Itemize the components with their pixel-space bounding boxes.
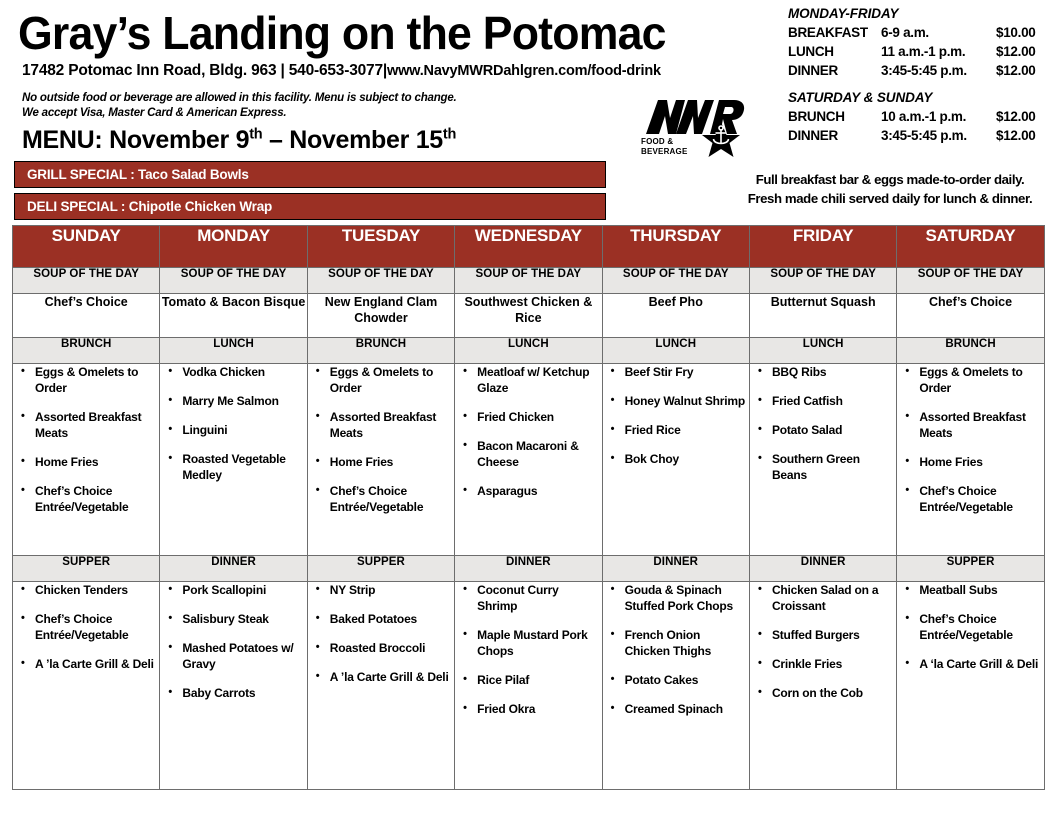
midday-label: LUNCH bbox=[160, 338, 307, 364]
menu-item: • Home Fries bbox=[919, 454, 1041, 470]
midday-label: BRUNCH bbox=[307, 338, 454, 364]
menu-item-list bbox=[603, 364, 749, 467]
evening-label: DINNER bbox=[160, 556, 307, 582]
policy-line-2: We accept Visa, Master Card & American Express. bbox=[22, 107, 287, 119]
evening-label: DINNER bbox=[455, 556, 602, 582]
hours-meal-label: DINNER bbox=[788, 128, 838, 143]
evening-label: SUPPER bbox=[897, 556, 1044, 582]
menu-item: • Fried Okra bbox=[477, 701, 599, 717]
evening-items-cell bbox=[897, 582, 1044, 790]
weekend-hours-heading: SATURDAY & SUNDAY bbox=[788, 90, 933, 105]
menu-item: • NY Strip bbox=[330, 582, 452, 598]
menu-item-list bbox=[455, 582, 601, 717]
hours-time-value: 3:45-5:45 p.m. bbox=[881, 63, 967, 78]
soup-label: SOUP OF THE DAY bbox=[307, 268, 454, 294]
weekend-hours-section bbox=[788, 90, 1050, 145]
policy-note bbox=[22, 91, 457, 121]
menu-item-list bbox=[750, 582, 896, 701]
hours-row bbox=[788, 42, 1050, 61]
evening-label-row bbox=[13, 556, 1045, 582]
menu-item: • Eggs & Omelets to Order bbox=[330, 364, 452, 396]
menu-item: • Assorted Breakfast Meats bbox=[35, 409, 157, 441]
menu-date-sup-start: th bbox=[249, 126, 263, 143]
menu-item: • Rice Pilaf bbox=[477, 672, 599, 688]
policy-line-1: No outside food or beverage are allowed in this facility. Menu is subject to change. bbox=[22, 92, 457, 104]
menu-item: • Asparagus bbox=[477, 483, 599, 499]
menu-item: • Baby Carrots bbox=[182, 685, 304, 701]
restaurant-title: Gray’s Landing on the Potomac bbox=[18, 7, 666, 59]
hours-time-value: 3:45-5:45 p.m. bbox=[881, 128, 967, 143]
grill-special-banner: GRILL SPECIAL : Taco Salad Bowls bbox=[14, 161, 606, 188]
menu-item: • Linguini bbox=[182, 422, 304, 438]
evening-items-cell bbox=[160, 582, 307, 790]
menu-item: • Crinkle Fries bbox=[772, 656, 894, 672]
menu-item: • Home Fries bbox=[330, 454, 452, 470]
menu-item: • Mashed Potatoes w/ Gravy bbox=[182, 640, 304, 672]
hours-meal-label: LUNCH bbox=[788, 44, 834, 59]
menu-date-mid: – November 15 bbox=[262, 126, 443, 154]
menu-item: • Fried Rice bbox=[625, 422, 747, 438]
website-link[interactable]: www.NavyMWRDahlgren.com/food-drink bbox=[387, 63, 661, 79]
day-header-sunday: SUNDAY bbox=[13, 226, 160, 268]
menu-item: • Roasted Broccoli bbox=[330, 640, 452, 656]
mwr-caption-line-2: BEVERAGE bbox=[641, 147, 688, 156]
soup-value: New England Clam Chowder bbox=[307, 294, 454, 338]
evening-label: DINNER bbox=[749, 556, 896, 582]
midday-label: BRUNCH bbox=[13, 338, 160, 364]
midday-items-row bbox=[13, 364, 1045, 556]
menu-item: • Beef Stir Fry bbox=[625, 364, 747, 380]
menu-item: • Fried Catfish bbox=[772, 393, 894, 409]
soup-value: Beef Pho bbox=[602, 294, 749, 338]
weekly-menu-table bbox=[12, 225, 1045, 790]
soup-label: SOUP OF THE DAY bbox=[749, 268, 896, 294]
menu-item: • Eggs & Omelets to Order bbox=[919, 364, 1041, 396]
menu-item: • Fried Chicken bbox=[477, 409, 599, 425]
soup-label: SOUP OF THE DAY bbox=[897, 268, 1044, 294]
menu-item: • Chef’s Choice Entrée/Vegetable bbox=[330, 483, 452, 515]
daily-notes bbox=[730, 170, 1050, 208]
soup-value: Southwest Chicken & Rice bbox=[455, 294, 602, 338]
menu-item-list bbox=[750, 364, 896, 483]
day-header-friday: FRIDAY bbox=[749, 226, 896, 268]
soup-value: Chef’s Choice bbox=[897, 294, 1044, 338]
hours-price-value: $12.00 bbox=[996, 63, 1036, 78]
midday-items-cell bbox=[307, 364, 454, 556]
midday-items-cell bbox=[602, 364, 749, 556]
menu-item: • Home Fries bbox=[35, 454, 157, 470]
menu-item: • Roasted Vegetable Medley bbox=[182, 451, 304, 483]
midday-items-cell bbox=[749, 364, 896, 556]
soup-value: Butternut Squash bbox=[749, 294, 896, 338]
hours-row bbox=[788, 126, 1050, 145]
soup-label: SOUP OF THE DAY bbox=[13, 268, 160, 294]
menu-item: • A ’la Carte Grill & Deli bbox=[330, 669, 452, 685]
evening-items-cell bbox=[602, 582, 749, 790]
deli-special-banner: DELI SPECIAL : Chipotle Chicken Wrap bbox=[14, 193, 606, 220]
mwr-caption-line-1: FOOD & bbox=[641, 137, 674, 146]
menu-date-sup-end: th bbox=[442, 126, 457, 143]
hours-price-value: $12.00 bbox=[996, 44, 1036, 59]
menu-item-list bbox=[455, 364, 601, 499]
day-header-saturday: SATURDAY bbox=[897, 226, 1044, 268]
menu-date-prefix: MENU: November 9 bbox=[22, 126, 250, 154]
soup-label: SOUP OF THE DAY bbox=[455, 268, 602, 294]
hours-meal-label: DINNER bbox=[788, 63, 838, 78]
menu-item-list bbox=[13, 364, 159, 515]
menu-item: • Stuffed Burgers bbox=[772, 627, 894, 643]
menu-item: • Maple Mustard Pork Chops bbox=[477, 627, 599, 659]
menu-date-range bbox=[22, 126, 456, 155]
day-header-tuesday: TUESDAY bbox=[307, 226, 454, 268]
midday-items-cell bbox=[897, 364, 1044, 556]
mwr-star-anchor-icon bbox=[700, 120, 742, 160]
menu-item: • Southern Green Beans bbox=[772, 451, 894, 483]
menu-item: • Pork Scallopini bbox=[182, 582, 304, 598]
evening-items-row bbox=[13, 582, 1045, 790]
soup-label: SOUP OF THE DAY bbox=[160, 268, 307, 294]
menu-item-list bbox=[603, 582, 749, 717]
menu-item-list bbox=[160, 582, 306, 701]
menu-item-list bbox=[160, 364, 306, 483]
hours-row bbox=[788, 61, 1050, 80]
day-header-monday: MONDAY bbox=[160, 226, 307, 268]
evening-label: SUPPER bbox=[13, 556, 160, 582]
day-header-row bbox=[13, 226, 1045, 268]
menu-item: • Creamed Spinach bbox=[625, 701, 747, 717]
hours-price-value: $12.00 bbox=[996, 109, 1036, 124]
menu-item: • Chef’s Choice Entrée/Vegetable bbox=[919, 483, 1041, 515]
menu-item: • Assorted Breakfast Meats bbox=[919, 409, 1041, 441]
soup-value-row bbox=[13, 294, 1045, 338]
soup-value: Tomato & Bacon Bisque bbox=[160, 294, 307, 338]
hours-price-value: $10.00 bbox=[996, 25, 1036, 40]
weekday-hours-section bbox=[788, 6, 1050, 80]
hours-price-value: $12.00 bbox=[996, 128, 1036, 143]
address-line bbox=[22, 62, 661, 80]
menu-item: • Meatball Subs bbox=[919, 582, 1041, 598]
menu-item: • A ’la Carte Grill & Deli bbox=[35, 656, 157, 672]
midday-label: LUNCH bbox=[602, 338, 749, 364]
menu-item-list bbox=[13, 582, 159, 672]
evening-items-cell bbox=[455, 582, 602, 790]
menu-item: • Chicken Salad on a Croissant bbox=[772, 582, 894, 614]
midday-label: BRUNCH bbox=[897, 338, 1044, 364]
midday-label: LUNCH bbox=[749, 338, 896, 364]
menu-item: • Honey Walnut Shrimp bbox=[625, 393, 747, 409]
evening-items-cell bbox=[307, 582, 454, 790]
menu-item-list bbox=[308, 582, 454, 685]
evening-label: DINNER bbox=[602, 556, 749, 582]
midday-items-cell bbox=[160, 364, 307, 556]
menu-item: • BBQ Ribs bbox=[772, 364, 894, 380]
menu-item: • Chef’s Choice Entrée/Vegetable bbox=[35, 483, 157, 515]
menu-item: • Chef’s Choice Entrée/Vegetable bbox=[35, 611, 157, 643]
menu-item: • Chef’s Choice Entrée/Vegetable bbox=[919, 611, 1041, 643]
menu-item: • Vodka Chicken bbox=[182, 364, 304, 380]
hours-row bbox=[788, 107, 1050, 126]
menu-item: • Potato Salad bbox=[772, 422, 894, 438]
menu-item-list bbox=[308, 364, 454, 515]
weekday-hours-heading: MONDAY-FRIDAY bbox=[788, 6, 899, 21]
soup-label-row bbox=[13, 268, 1045, 294]
menu-item: • Assorted Breakfast Meats bbox=[330, 409, 452, 441]
day-header-wednesday: WEDNESDAY bbox=[455, 226, 602, 268]
menu-item: • Baked Potatoes bbox=[330, 611, 452, 627]
hours-time-value: 6-9 a.m. bbox=[881, 25, 929, 40]
hours-time-value: 11 a.m.-1 p.m. bbox=[881, 44, 966, 59]
hours-block bbox=[788, 6, 1050, 155]
hours-meal-label: BREAKFAST bbox=[788, 25, 868, 40]
mwr-logo bbox=[640, 94, 748, 166]
menu-item: • Gouda & Spinach Stuffed Pork Chops bbox=[625, 582, 747, 614]
menu-item: • Chicken Tenders bbox=[35, 582, 157, 598]
midday-items-cell bbox=[455, 364, 602, 556]
evening-items-cell bbox=[13, 582, 160, 790]
evening-label: SUPPER bbox=[307, 556, 454, 582]
menu-item: • Bacon Macaroni & Cheese bbox=[477, 438, 599, 470]
menu-item: • A ‘la Carte Grill & Deli bbox=[919, 656, 1041, 672]
daily-note-line-1: Full breakfast bar & eggs made-to-order daily. bbox=[755, 172, 1025, 187]
daily-note-line-2: Fresh made chili served daily for lunch & dinner. bbox=[747, 191, 1033, 206]
soup-label: SOUP OF THE DAY bbox=[602, 268, 749, 294]
menu-item: • Potato Cakes bbox=[625, 672, 747, 688]
address-separator: | bbox=[382, 62, 388, 79]
menu-item: • Meatloaf w/ Ketchup Glaze bbox=[477, 364, 599, 396]
midday-label-row bbox=[13, 338, 1045, 364]
day-header-thursday: THURSDAY bbox=[602, 226, 749, 268]
menu-item-list bbox=[897, 582, 1043, 672]
menu-item: • Coconut Curry Shrimp bbox=[477, 582, 599, 614]
hours-meal-label: BRUNCH bbox=[788, 109, 845, 124]
menu-item: • Corn on the Cob bbox=[772, 685, 894, 701]
menu-item-list bbox=[897, 364, 1043, 515]
address-text: 17482 Potomac Inn Road, Bldg. 963 | 540-653-3077 bbox=[22, 62, 383, 79]
menu-item: • French Onion Chicken Thighs bbox=[625, 627, 747, 659]
menu-item: • Bok Choy bbox=[625, 451, 747, 467]
hours-row bbox=[788, 23, 1050, 42]
evening-items-cell bbox=[749, 582, 896, 790]
menu-item: • Marry Me Salmon bbox=[182, 393, 304, 409]
midday-label: LUNCH bbox=[455, 338, 602, 364]
menu-item: • Eggs & Omelets to Order bbox=[35, 364, 157, 396]
soup-value: Chef’s Choice bbox=[13, 294, 160, 338]
mwr-caption bbox=[641, 137, 688, 157]
hours-time-value: 10 a.m.-1 p.m. bbox=[881, 109, 967, 124]
menu-item: • Salisbury Steak bbox=[182, 611, 304, 627]
midday-items-cell bbox=[13, 364, 160, 556]
